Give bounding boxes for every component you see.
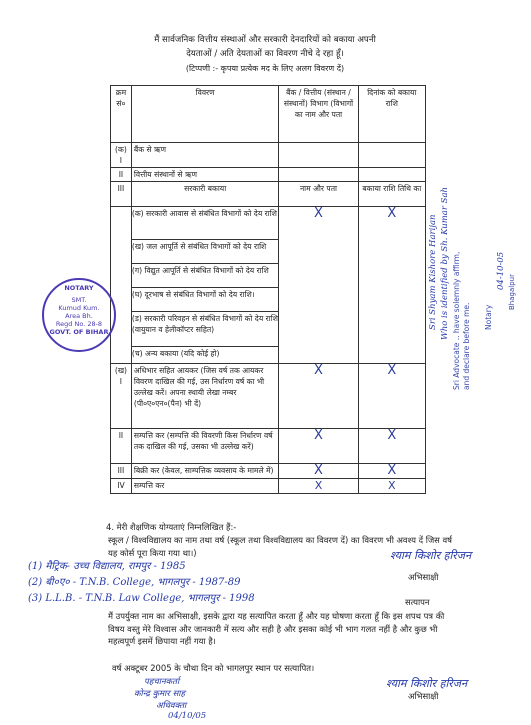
table-row xyxy=(111,182,426,207)
table-row xyxy=(111,479,426,494)
cross-mark: X xyxy=(314,363,323,378)
verification-date-line: वर्ष अक्टूबर 2005 के चौथा दिन को भागलपुर स्थान पर सत्यापित। xyxy=(112,663,315,673)
stamp-line: Regd No. 28-8 xyxy=(55,320,103,328)
col-bank-header: बैंक / वित्तीय (संस्थान / संस्थानों) विभाग (विभागों का नाम और पता xyxy=(279,86,358,143)
row-serial: (क) I xyxy=(111,143,132,168)
list-item: (क) सरकारी आवास से संबंधित विभागों को देय राशि xyxy=(132,207,279,240)
cross-mark: X xyxy=(388,479,396,492)
education-entry: (2) बी०ए० - T.N.B. College, भागलपुर - 1987-89 xyxy=(28,577,241,588)
list-item: (ग) विद्युत आपूर्ति से संबंधित विभागों को देय राशि xyxy=(132,264,279,288)
cross-mark: X xyxy=(314,479,323,492)
table-row xyxy=(111,143,426,168)
row-description: बैंक से ऋण xyxy=(131,143,279,168)
row-serial: II xyxy=(111,168,132,182)
signature-handwritten: श्याम किशोर हरिजन xyxy=(390,549,472,562)
margin-note-5: 04-10-05 xyxy=(496,251,506,290)
row-bank: नाम और पता xyxy=(279,182,358,207)
signature-handwritten-2: श्याम किशोर हरिजन xyxy=(386,677,468,690)
row-due: बकाया राशि तिथि का xyxy=(358,182,425,207)
stamp-top: NOTARY xyxy=(64,284,94,292)
identifier-note: कोन्द्र कुमार साह xyxy=(134,689,186,699)
list-item: (च) अन्य बकाया (यदि कोई हो) xyxy=(131,349,220,358)
verification-title: सत्यापन xyxy=(405,597,430,607)
education-heading: 4. मेरी शैक्षणिक योग्यताएं निम्नलिखित हैं:- xyxy=(106,522,237,532)
cross-mark: X xyxy=(387,206,397,221)
table-row-govt-dues xyxy=(111,207,426,364)
verification-paragraph: मैं उपर्युक्त नाम का अभिसाक्षी, इसके द्वारा यह सत्यापित करता हूँ और यह घोषणा करता हूँ कि इस शपथ पत्र की विषय वस्तु मेरे विश्वास और जानकारी में सत्य और सही है और इसका कोई भी भाग गलत नहीं है और कुछ भी महत्वपूर्ण इसमें छिपाया नहीं गया है। xyxy=(108,611,445,646)
table-row xyxy=(111,429,426,464)
cross-mark: X xyxy=(314,206,323,221)
signature-label-2: अभिसाक्षी xyxy=(408,691,439,701)
signature-label: अभिसाक्षी xyxy=(408,572,439,582)
table-row xyxy=(111,168,426,182)
cross-mark: X xyxy=(387,363,397,378)
identifier-note: 04/10/05 xyxy=(168,711,207,721)
cross-mark: X xyxy=(387,463,397,478)
row-serial: IV xyxy=(111,479,132,494)
cross-mark: X xyxy=(314,463,323,478)
header-line-2: देयताओं / अति देयताओं का विवरण नीचे दे रहा हूँ। xyxy=(186,49,344,59)
identifier-note: अधिवक्ता xyxy=(156,701,187,711)
row-description: सरकारी बकाया xyxy=(131,182,279,207)
header-note: (टिप्पणी :- कृपया प्रत्येक मद के लिए अलग विवरण दें) xyxy=(185,64,345,73)
header-line-1: मैं सार्वजनिक वित्तीय संस्थाओं और सरकारी देनदारियों को बकाया अपनी xyxy=(154,35,376,45)
liabilities-table xyxy=(110,85,426,494)
identifier-note: पहचानकर्ता xyxy=(144,677,180,687)
row-serial: II xyxy=(111,429,132,464)
col-due-header: दिनांक को बकाया राशि xyxy=(358,86,425,143)
list-item: (ड) सरकारी परिवहन से संबंधित विभागों को देय राशि (वायुयान व हेलीकॉप्टर सहित) xyxy=(132,312,279,347)
col-serial-header: क्रम सं० xyxy=(111,86,132,143)
education-instructions: स्कूल / विश्वविद्यालय का नाम तथा वर्ष (स्कूल तथा विश्वविद्यालय का विवरण दें) का विवरण भी अवश्य दें जिस वर्ष यह कोर्स पूरा किया गया था।) xyxy=(108,535,452,558)
margin-note-3: Sri Advocate .. have solemnly affirm, and declare before me. xyxy=(452,251,471,390)
margin-note-2: Who is identified by Sh. Kumar Sah xyxy=(440,187,450,340)
margin-note-4: Notary xyxy=(484,304,493,330)
table-row xyxy=(111,464,426,479)
list-item: (घ) दूरभाष से संबंधित विभागों को देय राशि। xyxy=(132,288,279,312)
table-header-row xyxy=(111,86,426,143)
row-description: अधिभार सहित आयकर (जिस वर्ष तक आयकर विवरण दाखिल की गई, उस निर्धारण वर्ष का भी उल्लेख करें। अपना स्थायी लेखा नम्बर (पी०ए०एन०(पैन) भी दें) xyxy=(131,364,279,429)
stamp-bottom: GOVT. OF BIHAR xyxy=(49,328,109,336)
row-serial: III xyxy=(111,182,132,207)
margin-note-6: Bhagalpur xyxy=(508,274,516,310)
notary-stamp xyxy=(42,278,116,352)
govt-dues-sublist xyxy=(131,207,279,364)
row-description: वित्तीय संस्थानों से ऋण xyxy=(131,168,279,182)
cross-mark: X xyxy=(314,428,323,443)
cross-mark: X xyxy=(387,428,397,443)
education-entry: (1) मैट्रिक- उच्च विद्यालय, रामपुर - 1985 xyxy=(28,561,186,572)
stamp-line: Area Bh. xyxy=(65,312,93,320)
row-description: सम्पत्ति कर (सम्पत्ति की विवरणी किस निर्धारण वर्ष तक दाखिल की गई, उसका भी उल्लेख करें) xyxy=(131,429,279,464)
stamp-line: SMT. xyxy=(71,296,87,304)
row-serial: (ख) I xyxy=(111,364,132,429)
education-entry: (3) L.L.B. - T.N.B. Law College, भागलपुर - 1998 xyxy=(28,593,255,604)
col-details-header: विवरण xyxy=(131,86,279,143)
margin-note-1: Sri Shyam Kishore Harijan xyxy=(428,214,438,330)
stamp-line: Kumud Kum. xyxy=(58,304,100,312)
row-serial: III xyxy=(111,464,132,479)
row-description: सम्पत्ति कर xyxy=(131,479,279,494)
list-item: (ख) जल आपूर्ति से संबंधित विभागों को देय राशि xyxy=(132,240,279,264)
table-row xyxy=(111,364,426,429)
row-description: बिक्री कर (केवल, साम्पत्तिक व्यवसाय के मामले में) xyxy=(131,464,279,479)
